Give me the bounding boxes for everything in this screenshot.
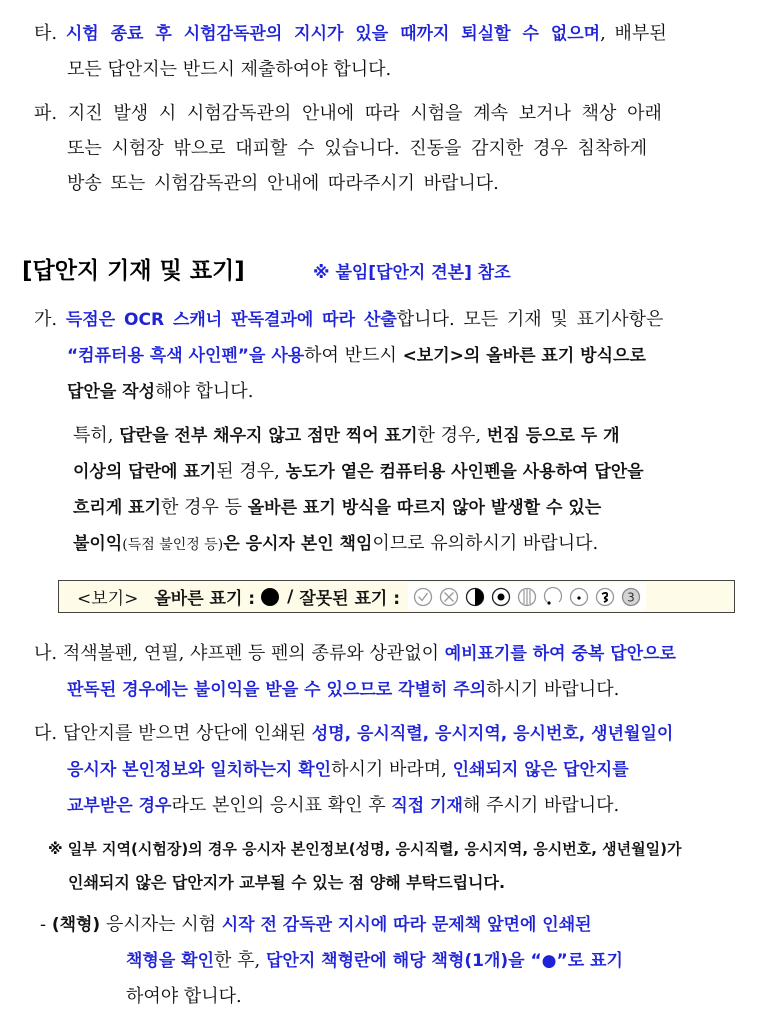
dotted-circle-icon (568, 586, 590, 608)
attachment-reference: ※ 붙임[답안지 견본] 참조 (313, 263, 511, 283)
item-ta-text: , 배부된 (600, 23, 667, 44)
example-label: <보기> (77, 589, 139, 609)
item-ga-notice (73, 418, 749, 563)
section-title: [답안지 기재 및 표기] (22, 258, 245, 284)
notice-text-6: 이므로 유의하시기 바랍니다. (372, 533, 599, 554)
item-pa (34, 96, 750, 201)
booklet-label: (책형) (51, 915, 101, 935)
notice-emphasis-5: 흐리게 표기 (73, 498, 162, 518)
item-ga-emphasis-2: “컴퓨터용 흑색 사인펜”을 사용 (67, 346, 305, 366)
item-ga-text-3: 해야 합니다. (155, 381, 254, 402)
item-ga-text-1: 합니다. 모든 기재 및 표기사항은 (396, 309, 664, 330)
wrong-marking-examples (408, 583, 646, 610)
number-three-circle-icon (620, 586, 642, 608)
notice-text-5: (득점 불인정 등) (122, 537, 224, 553)
wrong-marking-label: 잘못된 표기 : (299, 589, 401, 609)
scribble-circle-icon (594, 586, 616, 608)
item-da-emphasis-2: 응시자 본인정보와 일치하는지 확인 (67, 760, 332, 780)
item-ga-emphasis-1: 득점은 OCR 스캐너 판독결과에 따라 산출 (65, 310, 397, 330)
half-circle-icon (464, 586, 486, 608)
booklet-text-2: 한 후, (214, 950, 266, 971)
notice-emphasis-6: 올바른 표기 방식을 따르지 않아 발생할 수 있는 (247, 498, 602, 518)
item-da-emphasis-1: 성명, 응시직렬, 응시지역, 응시번호, 생년월일이 (311, 724, 674, 744)
notice-text-4: 한 경우 등 (161, 497, 248, 518)
x-circle-icon (438, 586, 460, 608)
notice-emphasis-2: 번짐 등으로 두 개 (486, 426, 620, 446)
footnote (48, 833, 753, 899)
item-da-text-2: 하시기 바라며, (331, 759, 453, 780)
notice-emphasis-4: 농도가 옅은 컴퓨터용 사인펜을 사용하여 답안을 (285, 462, 644, 482)
item-pa-line1: 파. 지진 발생 시 시험감독관의 안내에 따라 시험을 계속 보거나 책상 아래 (34, 103, 662, 124)
correct-marking-label: 올바른 표기 : (154, 589, 256, 609)
notice-emphasis-1: 답란을 전부 채우지 않고 점만 찍어 표기 (119, 426, 418, 446)
item-pa-line3: 방송 또는 시험감독관의 안내에 따라주시기 바랍니다. (67, 173, 499, 194)
item-ta-line2: 모든 답안지는 반드시 제출하여야 합니다. (67, 59, 392, 80)
number-three-text: 3 (627, 590, 635, 604)
notice-emphasis-7: 불이익 (73, 534, 123, 554)
notice-text-2: 한 경우, (417, 425, 487, 446)
notice-emphasis-3: 이상의 답란에 표기 (73, 462, 217, 482)
item-na (34, 636, 750, 708)
item-na-text-2: 하시기 바랍니다. (486, 679, 620, 700)
marking-example-box (58, 580, 735, 613)
item-da-emphasis-5: 직접 기재 (391, 796, 463, 816)
notice-emphasis-8: 은 응시자 본인 책임 (223, 534, 373, 554)
booklet-text-1: 응시자는 시험 (100, 914, 222, 935)
item-da-text-4: 해 주시기 바랍니다. (462, 795, 620, 816)
item-na-emphasis-2: 판독된 경우에는 불이익을 받을 수 있으므로 각별히 주의 (67, 680, 487, 700)
item-ta-emphasis: 시험 종료 후 시험감독관의 지시가 있을 때까지 퇴실할 수 없으며 (65, 24, 601, 44)
item-da-text-3: 라도 본인의 응시표 확인 후 (171, 795, 392, 816)
item-da-text-1: 다. 답안지를 받으면 상단에 인쇄된 (34, 723, 312, 744)
filled-circle-icon (261, 588, 279, 606)
booklet-marker: - (40, 914, 52, 935)
item-ta-marker: 타. (34, 23, 66, 44)
dot-circle-icon (490, 586, 512, 608)
item-ga (34, 302, 750, 410)
notice-text-3: 된 경우, (216, 461, 286, 482)
booklet-emphasis-1: 시작 전 감독관 지시에 따라 문제책 앞면에 인쇄된 (221, 915, 592, 935)
booklet-emphasis-3: 답안지 책형란에 해당 책형(1개)을 “●”로 표기 (265, 951, 623, 971)
item-pa-line2: 또는 시험장 밖으로 대피할 수 있습니다. 진동을 감지한 경우 침착하게 (67, 138, 648, 159)
item-ta (34, 16, 750, 87)
item-da-emphasis-3: 인쇄되지 않은 답안지를 (452, 760, 629, 780)
footnote-line2: 인쇄되지 않은 답안지가 교부될 수 있는 점 양해 부탁드립니다. (68, 873, 506, 892)
check-circle-icon (412, 586, 434, 608)
item-na-text-1: 나. 적색볼펜, 연필, 샤프펜 등 펜의 종류와 상관없이 (34, 643, 445, 664)
booklet-emphasis-2: 책형을 확인 (126, 951, 215, 971)
item-da (34, 716, 750, 824)
example-separator: / (287, 586, 294, 607)
item-ga-marker: 가. (34, 309, 66, 330)
item-ga-emphasis-4: 답안을 작성 (67, 382, 156, 402)
booklet-line3: 하여야 합니다. (126, 986, 242, 1007)
footnote-line1: ※ 일부 지역(시험장)의 경우 응시자 본인정보(성명, 응시직렬, 응시지역, 응시번호, 생년월일)가 (48, 840, 682, 858)
notice-text-1: 특히, (73, 425, 120, 446)
partial-circle-icon (542, 586, 564, 608)
lines-circle-icon (516, 586, 538, 608)
item-ga-text-2: 하여 반드시 (304, 345, 403, 366)
item-booklet (40, 907, 750, 1014)
item-ga-emphasis-3: <보기>의 올바른 표기 방식으로 (402, 346, 646, 366)
item-da-emphasis-4: 교부받은 경우 (67, 796, 172, 816)
item-na-emphasis-1: 예비표기를 하여 중복 답안으로 (444, 644, 676, 664)
